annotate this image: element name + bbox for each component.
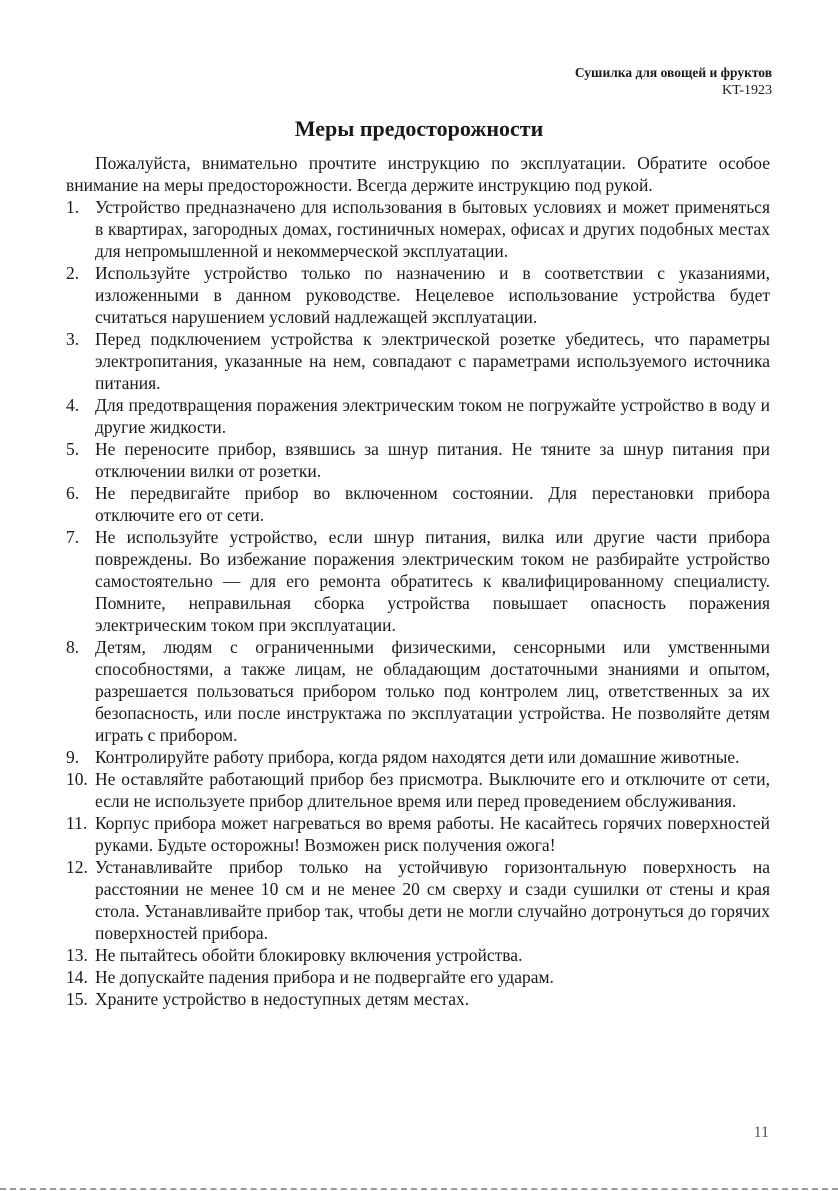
rule-text: Перед подключением устройства к электрической розетке убедитесь, что параметры электропитания, указанные на нем, совпадают с параметрами используемого источника питания. (95, 329, 770, 393)
safety-rule (66, 482, 770, 526)
rule-text: Не пытайтесь обойти блокировку включения устройства. (95, 945, 523, 965)
page-number: 11 (753, 1124, 769, 1141)
safety-rule (66, 988, 770, 1010)
rule-text: Используйте устройство только по назначению и в соответствии с указаниями, изложенными в данном руководстве. Нецелевое использование устройства будет считаться нарушением условий надлежащей эксплуатации. (95, 263, 770, 327)
header-product-name: Сушилка для овощей и фруктов (574, 65, 772, 80)
safety-rule (66, 944, 770, 966)
intro-paragraph: Пожалуйста, внимательно прочтите инструкцию по эксплуатации. Обратите особое внимание на меры предосторожности. Всегда держите инструкцию под рукой. (66, 153, 770, 195)
safety-rule (66, 812, 770, 856)
rule-text: Корпус прибора может нагреваться во время работы. Не касайтесь горячих поверхностей руками. Будьте осторожны! Возможен риск получения ожога! (95, 813, 770, 855)
rule-number: 3. (66, 329, 80, 349)
rule-text: Устанавливайте прибор только на устойчивую горизонтальную поверхность на расстоянии не менее 10 см и не менее 20 см сверху и сзади сушилки от стены и края стола. Устанавливайте прибор так, чтобы дети не могли случайно дотронуться до горячих поверхностей прибора. (95, 857, 770, 943)
rule-text: Храните устройство в недоступных детям местах. (95, 989, 470, 1009)
rule-number: 10. (66, 769, 88, 789)
page-bottom-divider (0, 1188, 838, 1190)
safety-rule (66, 526, 770, 636)
safety-rule (66, 262, 770, 328)
rule-text: Не используйте устройство, если шнур питания, вилка или другие части прибора повреждены. Во избежание поражения электрическим током не разбирайте устройство самостоятельно — для его ремонта обратитесь к квалифицированному специалисту. Помните, неправильная сборка устройства повышает опасность поражения электрическим током при эксплуатации. (95, 527, 770, 635)
rule-text: Устройство предназначено для использования в бытовых условиях и может применяться в квартирах, загородных домах, гостиничных номерах, офисах и других подобных местах для непромышленной и некоммерческой эксплуатации. (95, 197, 770, 261)
rule-text: Не оставляйте работающий прибор без присмотра. Выключите его и отключите от сети, если не используете прибор длительное время или перед проведением обслуживания. (95, 769, 770, 811)
safety-rule (66, 966, 770, 988)
safety-rule (66, 438, 770, 482)
safety-rule (66, 768, 770, 812)
safety-rule (66, 196, 770, 262)
rule-number: 9. (66, 747, 80, 767)
page-header (575, 64, 772, 100)
rule-number: 11. (66, 813, 88, 833)
safety-rule (66, 328, 770, 394)
safety-rule (66, 636, 770, 746)
rule-number: 4. (66, 395, 80, 415)
rule-text: Не допускайте падения прибора и не подвергайте его ударам. (95, 967, 554, 987)
rule-number: 5. (66, 439, 80, 459)
rule-number: 1. (66, 197, 80, 217)
safety-rule (66, 394, 770, 438)
rule-number: 2. (66, 263, 80, 283)
safety-content (66, 152, 770, 1010)
rule-number: 6. (66, 483, 80, 503)
page-title: Меры предосторожности (294, 116, 544, 141)
rule-text: Контролируйте работу прибора, когда рядом находятся дети или домашние животные. (95, 747, 740, 767)
rule-text: Для предотвращения поражения электрическим током не погружайте устройство в воду и другие жидкости. (95, 395, 770, 437)
rule-text: Не передвигайте прибор во включенном состоянии. Для перестановки прибора отключите его от сети. (95, 483, 770, 525)
rule-number: 7. (66, 527, 80, 547)
rule-number: 8. (66, 637, 80, 657)
rule-number: 12. (66, 857, 88, 877)
safety-rule (66, 746, 770, 768)
safety-rule (66, 856, 770, 944)
rule-number: 13. (66, 945, 88, 965)
rule-text: Детям, людям с ограниченными физическими, сенсорными или умственными способностями, а также лицам, не обладающим достаточными знаниями и опытом, разрешается пользоваться прибором только под контролем лиц, ответственных за их безопасность, или после инструктажа по эксплуатации устройства. Не позволяйте детям играть с прибором. (95, 637, 770, 745)
rule-text: Не переносите прибор, взявшись за шнур питания. Не тяните за шнур питания при отключении вилки от розетки. (95, 439, 770, 481)
header-model-number: KT-1923 (721, 83, 772, 98)
rule-number: 14. (66, 967, 88, 987)
safety-rules-list (66, 196, 770, 1010)
rule-number: 15. (66, 989, 88, 1009)
